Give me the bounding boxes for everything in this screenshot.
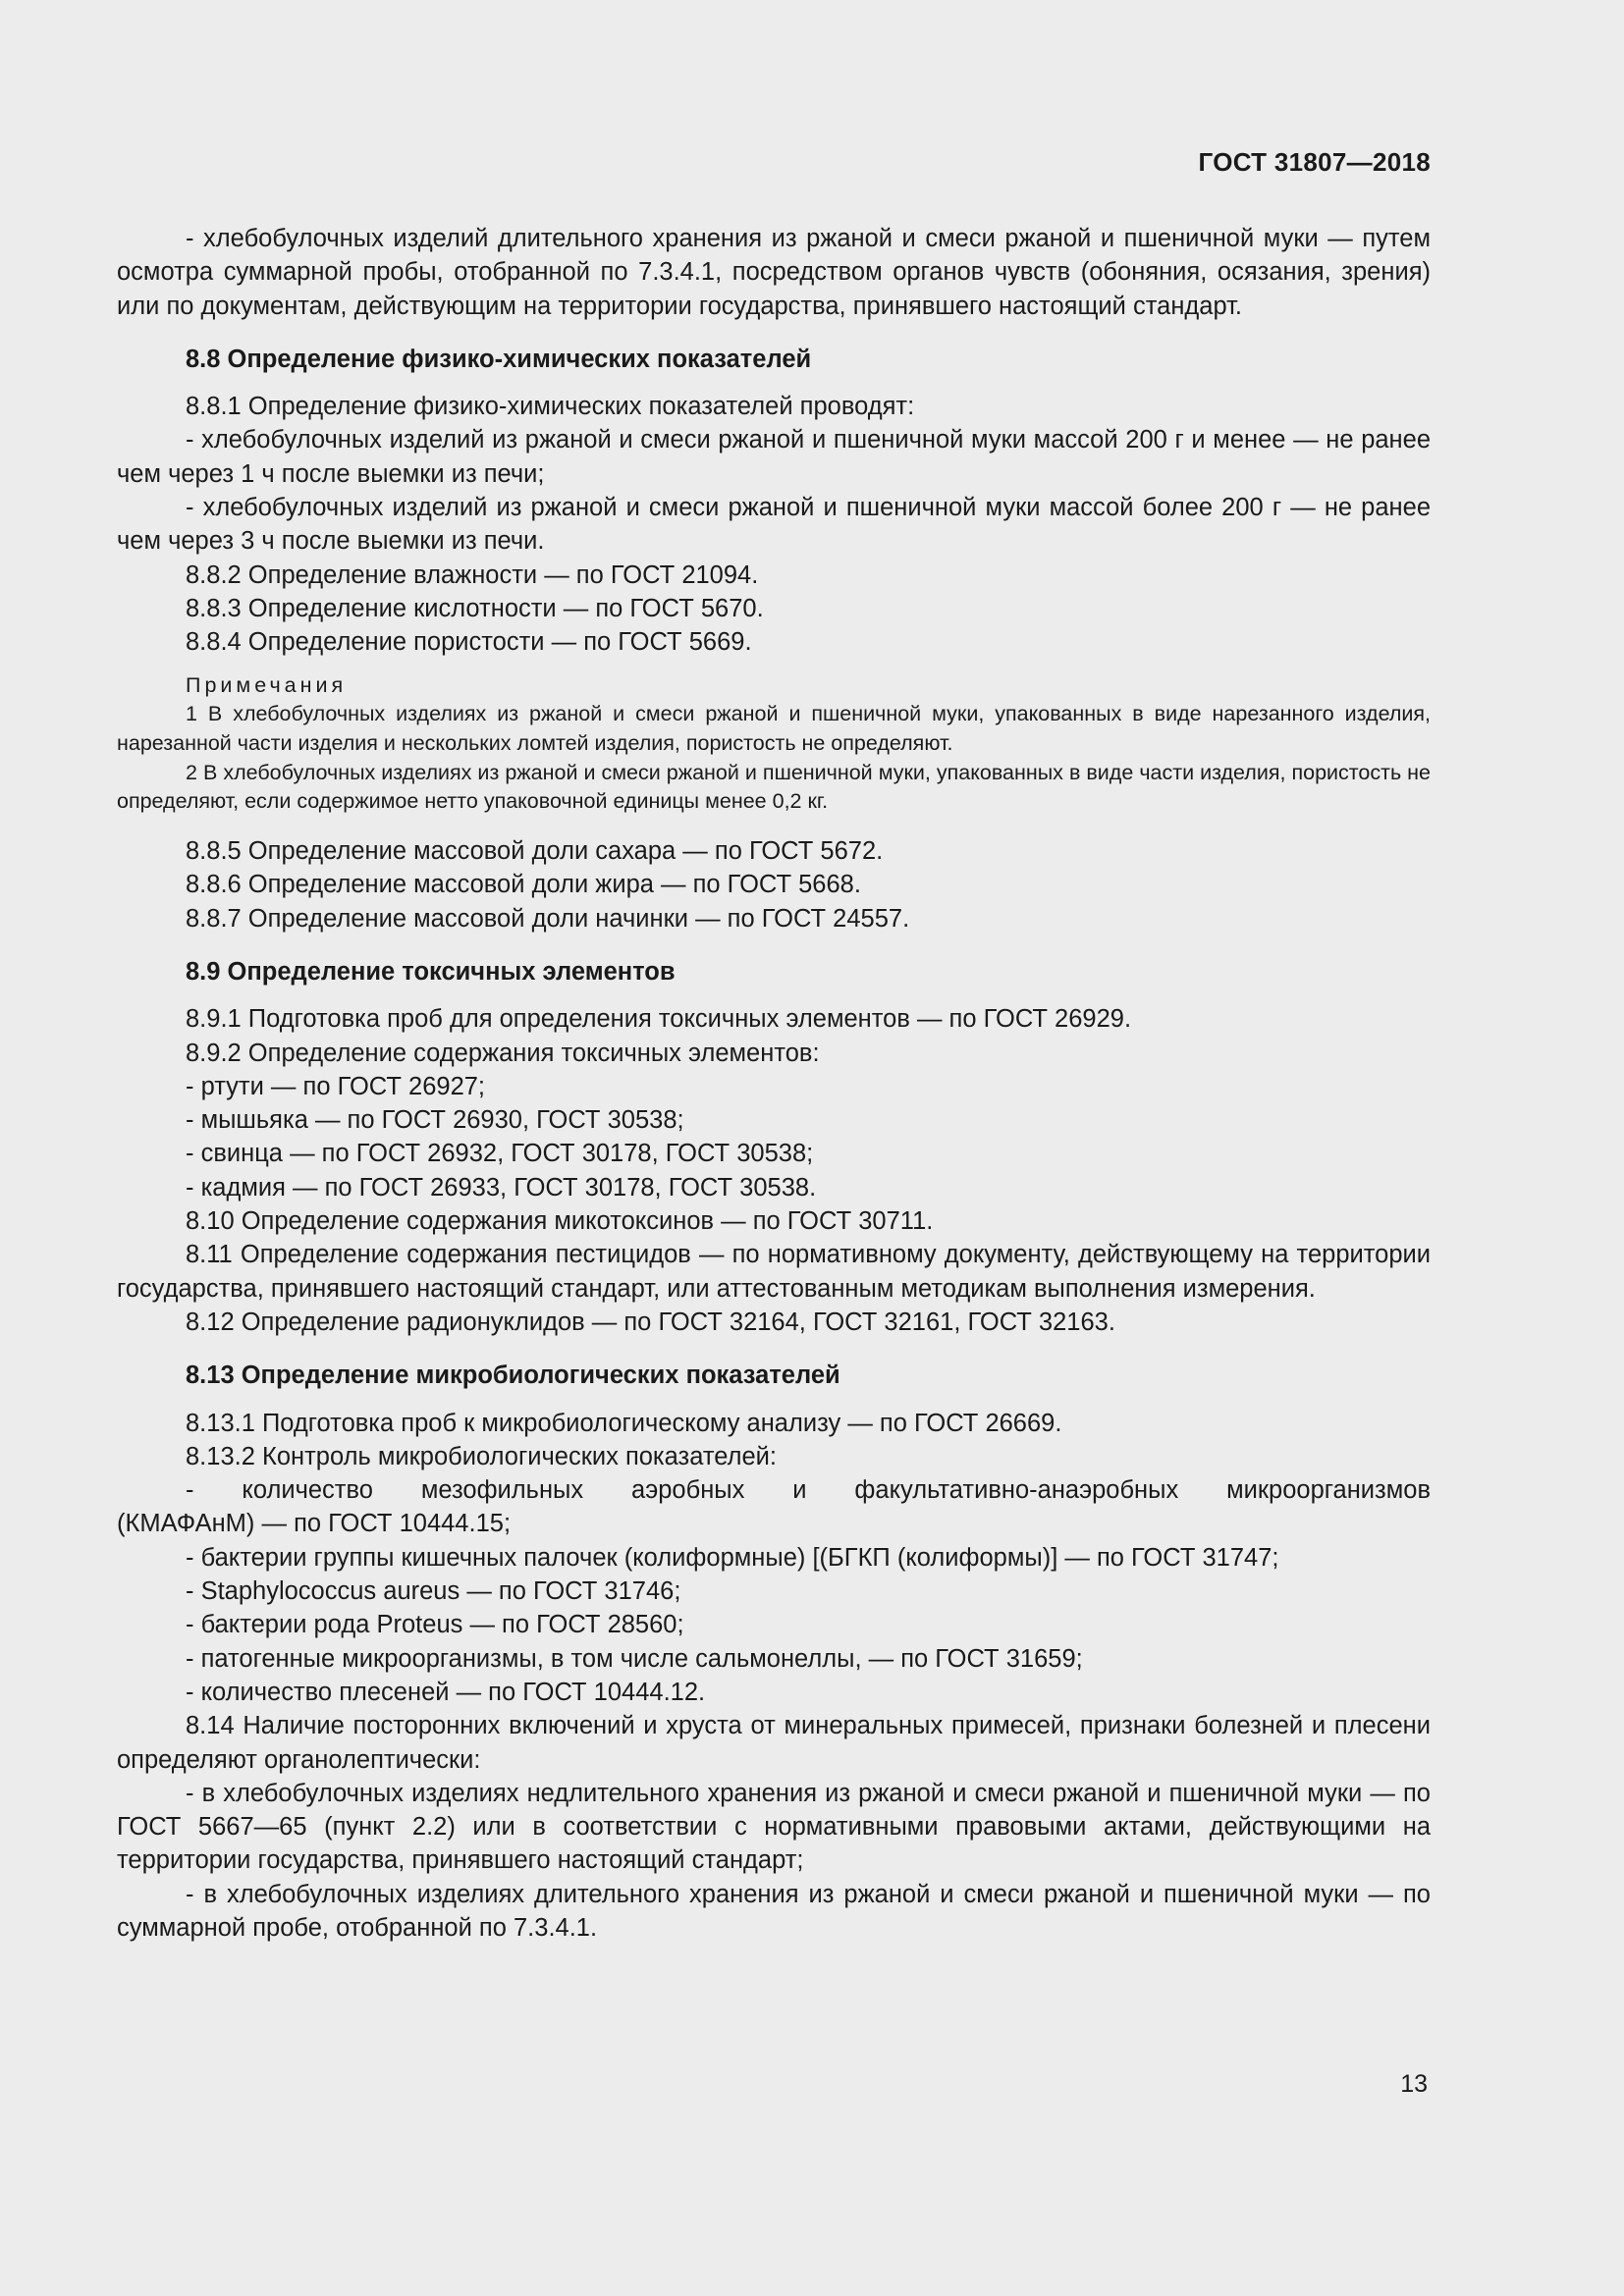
list-item-kmafanm-line-1: - количество мезофильных аэробных и факультативно-анаэробных микроорганизмов: [186, 1476, 1431, 1505]
list-item-bgkp: - бактерии группы кишечных палочек (колиформные) [(БГКП (колиформы)] — по ГОСТ 31747;: [186, 1543, 1279, 1572]
paragraph-8-14: 8.14 Наличие посторонних включений и хруста от минеральных примесей, признаки болезней и плесени определяют органолептически:: [117, 1712, 1431, 1774]
list-item-mercury: - ртути — по ГОСТ 26927;: [186, 1072, 486, 1100]
document-number-header: ГОСТ 31807—2018: [1198, 147, 1431, 177]
paragraph-8-13-1: 8.13.1 Подготовка проб к микробиологическому анализу — по ГОСТ 26669.: [186, 1409, 1062, 1437]
note-2: 2 В хлебобулочных изделиях из ржаной и смеси ржаной и пшеничной муки, упакованных в виде части изделия, пористость не определяют, если содержимое нетто упаковочной единицы менее 0,2 кг.: [117, 760, 1431, 814]
list-item-8-14-b: - в хлебобулочных изделиях длительного хранения из ржаной и смеси ржаной и пшеничной муки — по суммарной пробе, отобранной по 7.3.4.1.: [117, 1880, 1431, 1942]
list-item-8-14-a: - в хлебобулочных изделиях недлительного хранения из ржаной и смеси ржаной и пшеничной муки — по ГОСТ 5667—65 (пункт 2.2) или в соответствии с нормативными правовыми актами, действующими на территории государства, принявшего настоящий стандарт;: [117, 1779, 1431, 1875]
note-1: 1 В хлебобулочных изделиях из ржаной и смеси ржаной и пшеничной муки, упакованных в виде нарезанного изделия, нарезанной части изделия и нескольких ломтей изделия, пористость не определяют.: [117, 702, 1431, 755]
list-item-lead: - свинца — по ГОСТ 26932, ГОСТ 30178, ГОСТ 30538;: [186, 1140, 814, 1168]
list-item-arsenic: - мышьяка — по ГОСТ 26930, ГОСТ 30538;: [186, 1106, 684, 1135]
list-item-8-8-1-b: - хлебобулочных изделий из ржаной и смеси ржаной и пшеничной муки массой более 200 г — не ранее чем через 3 ч после выемки из печи.: [117, 494, 1431, 556]
paragraph-8-8-7: 8.8.7 Определение массовой доли начинки — по ГОСТ 24557.: [186, 904, 910, 933]
list-item-kmafanm-line-2: (КМАФАнМ) — по ГОСТ 10444.15;: [117, 1510, 512, 1538]
paragraph-8-13-2: 8.13.2 Контроль микробиологических показателей:: [186, 1442, 777, 1470]
paragraph-8-8-2: 8.8.2 Определение влажности — по ГОСТ 21094.: [186, 561, 759, 589]
list-item-cadmium: - кадмия — по ГОСТ 26933, ГОСТ 30178, ГОСТ 30538.: [186, 1173, 817, 1201]
list-item-8-8-1-a: - хлебобулочных изделий из ржаной и смеси ржаной и пшеничной муки массой 200 г и менее — не ранее чем через 1 ч после выемки из печи;: [117, 426, 1431, 488]
section-heading-8-13: 8.13 Определение микробиологических показателей: [186, 1362, 840, 1390]
document-body: [117, 222, 1431, 1945]
paragraph-8-12: 8.12 Определение радионуклидов — по ГОСТ 32164, ГОСТ 32161, ГОСТ 32163.: [186, 1308, 1115, 1336]
paragraph-8-8-4: 8.8.4 Определение пористости — по ГОСТ 5669.: [186, 628, 752, 657]
paragraph-8-8-5: 8.8.5 Определение массовой доли сахара — по ГОСТ 5672.: [186, 837, 884, 866]
list-item-proteus: - бактерии рода Proteus — по ГОСТ 28560;: [186, 1611, 684, 1639]
paragraph-8-8-6: 8.8.6 Определение массовой доли жира — по ГОСТ 5668.: [186, 871, 861, 899]
notes-block: [117, 671, 1431, 818]
list-item-staphylococcus: - Staphylococcus aureus — по ГОСТ 31746;: [186, 1577, 681, 1606]
notes-title: Примечания: [186, 672, 348, 697]
paragraph-8-9-1: 8.9.1 Подготовка проб для определения токсичных элементов — по ГОСТ 26929.: [186, 1005, 1132, 1034]
paragraph-intro: - хлебобулочных изделий длительного хранения из ржаной и смеси ржаной и пшеничной муки — путем осмотра суммарной пробы, отобранной по 7.3.4.1, посредством органов чувств (обоняния, осязания, зрения) или по документам, действующим на территории государства, принявшего настоящий стандарт.: [117, 225, 1431, 320]
paragraph-8-9-2: 8.9.2 Определение содержания токсичных элементов:: [186, 1039, 820, 1067]
section-heading-8-9: 8.9 Определение токсичных элементов: [186, 957, 676, 986]
paragraph-8-10: 8.10 Определение содержания микотоксинов — по ГОСТ 30711.: [186, 1207, 934, 1236]
list-item-molds: - количество плесеней — по ГОСТ 10444.12.: [186, 1678, 706, 1706]
list-item-pathogens: - патогенные микроорганизмы, в том числе сальмонеллы, — по ГОСТ 31659;: [186, 1644, 1083, 1673]
paragraph-8-8-1: 8.8.1 Определение физико-химических показателей проводят:: [186, 393, 915, 421]
page-number: 13: [1400, 2070, 1428, 2098]
section-heading-8-8: 8.8 Определение физико-химических показателей: [186, 345, 812, 373]
paragraph-8-8-3: 8.8.3 Определение кислотности — по ГОСТ 5670.: [186, 594, 764, 622]
paragraph-8-11: 8.11 Определение содержания пестицидов — по нормативному документу, действующему на территории государства, принявшего настоящий стандарт, или аттестованным методикам выполнения измерения.: [117, 1241, 1431, 1303]
